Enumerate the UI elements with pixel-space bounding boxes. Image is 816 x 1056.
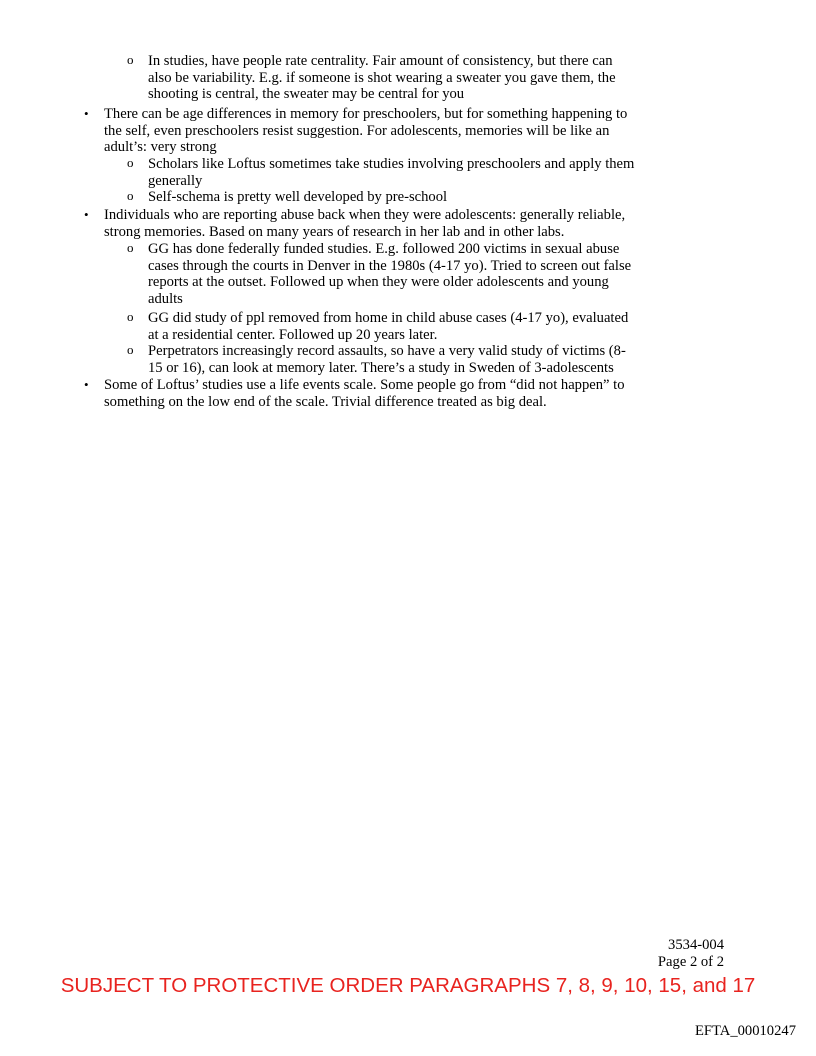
sub-bullet-marker: o	[127, 309, 134, 324]
sub-bullet-marker: o	[127, 342, 134, 357]
sub-bullet-marker: o	[127, 155, 134, 170]
list-item-text: GG did study of ppl removed from home in child abuse cases (4-17 yo), evaluated at a residential center. Followed up 20 years later.	[148, 310, 629, 343]
page-number: Page 2 of 2	[657, 953, 724, 970]
list-item-text: Some of Loftus’ studies use a life events scale. Some people go from “did not happen” to something on the low end of the scale. Trivial difference treated as big deal.	[104, 377, 625, 410]
list-item-text: There can be age differences in memory for preschoolers, but for something happening to the self, even preschoolers resist suggestion. For adolescents, memories will be like an adult’s: very strong	[104, 106, 628, 156]
bullet-marker: •	[84, 377, 89, 392]
sub-bullet-marker: o	[127, 240, 134, 255]
list-item	[127, 155, 638, 189]
list-item-text: Self-schema is pretty well developed by pre-school	[148, 189, 448, 205]
list-item	[127, 52, 638, 103]
list-item	[84, 377, 644, 410]
list-item-text: Individuals who are reporting abuse back when they were adolescents: generally reliable, strong memories. Based on many years of research in her lab and in other labs.	[104, 207, 626, 240]
sub-bullet-marker: o	[127, 188, 134, 203]
bates-number: EFTA_00010247	[695, 1023, 796, 1039]
document-number: 3534-004	[668, 937, 724, 953]
sub-bullet-marker: o	[127, 52, 134, 67]
list-item	[127, 342, 638, 376]
list-item	[84, 106, 644, 156]
list-item	[127, 309, 638, 343]
list-item-text: GG has done federally funded studies. E.g. followed 200 victims in sexual abuse cases through the courts in Denver in the 1980s (4-17 yo). Tried to screen out false reports at the outset. Followed up when they were older adolescents and young adults	[148, 241, 632, 307]
list-item	[84, 207, 644, 240]
protective-order-notice: SUBJECT TO PROTECTIVE ORDER PARAGRAPHS 7, 8, 9, 10, 15, and 17	[60, 974, 756, 997]
list-item	[127, 240, 638, 307]
bullet-marker: •	[84, 106, 89, 121]
list-item-text: Scholars like Loftus sometimes take studies involving preschoolers and apply them generally	[148, 156, 635, 189]
page-reference	[658, 937, 724, 970]
list-item-text: In studies, have people rate centrality. Fair amount of consistency, but there can also be variability. E.g. if someone is shot wearing a sweater you gave them, the shooting is central, the sweater may be central for you	[148, 53, 616, 103]
bullet-marker: •	[84, 207, 89, 222]
list-item	[127, 188, 638, 206]
list-item-text: Perpetrators increasingly record assaults, so have a very valid study of victims (8-15 or 16), can look at memory later. There’s a study in Sweden of 3-adolescents	[148, 343, 626, 376]
